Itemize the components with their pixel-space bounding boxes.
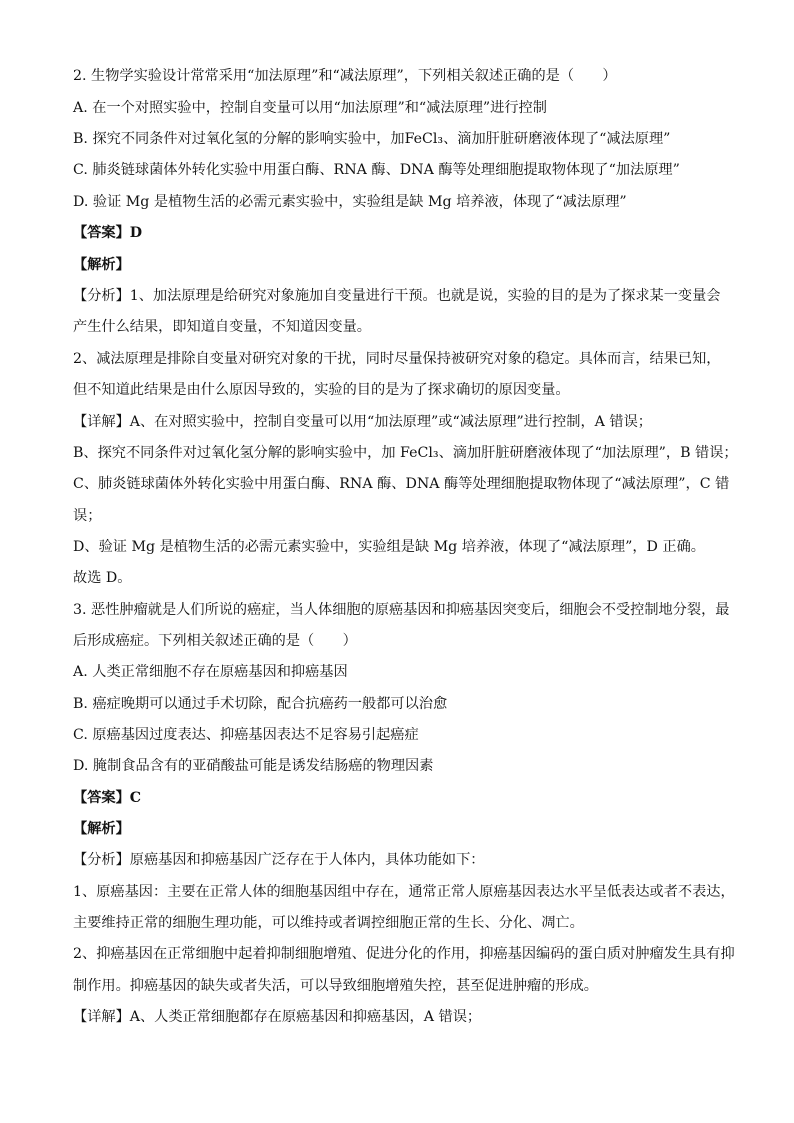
q2-detail-line: B、探究不同条件对过氧化氢分解的影响实验中，加 FeCl₃、滴加肝脏研磨液体现了“加法原理”，B 错误； [73,445,738,461]
q3-analysis-line: 1、原癌基因：主要在正常人体的细胞基因组中存在，通常正常人原癌基因表达水平呈低表达或者不表达， [73,884,735,900]
q3-option-c: C. 原癌基因过度表达、抑癌基因表达不足容易引起癌症 [73,727,419,743]
q2-detail-line: 故选 D。 [73,570,132,586]
q2-analysis-title: 【解析】 [73,257,130,273]
q3-analysis-title: 【解析】 [73,821,130,837]
q2-option-c: C. 肺炎链球菌体外转化实验中用蛋白酶、RNA 酶、DNA 酶等处理细胞提取物体现了“加法原理” [73,162,680,178]
q2-analysis-line: 产生什么结果，即知道自变量，不知道因变量。 [73,319,371,335]
q2-option-b: B. 探究不同条件对过氧化氢的分解的影响实验中，加FeCl₃、滴加肝脏研磨液体现了“减法原理” [73,131,671,147]
q2-answer: 【答案】D [73,225,143,241]
q2-stem: 2. 生物学实验设计常常采用“加法原理”和“减法原理”，下列相关叙述正确的是（ ） [73,68,617,84]
q2-detail-line: 误； [73,508,102,524]
q2-option-a: A. 在一个对照实验中，控制自变量可以用“加法原理”和“减法原理”进行控制 [73,100,547,116]
q2-detail-line: D、验证 Mg 是植物生活的必需元素实验中，实验组是缺 Mg 培养液，体现了“减法原理”，D 正确。 [73,539,705,555]
q3-stem-line: 后形成癌症。下列相关叙述正确的是（ ） [73,633,357,649]
q2-detail-line: 【详解】A、在对照实验中，控制自变量可以用“加法原理”或“减法原理”进行控制，A 错误； [73,414,652,430]
q3-option-b: B. 癌症晚期可以通过手术切除，配合抗癌药一般都可以治愈 [73,696,448,712]
q2-option-d: D. 验证 Mg 是植物生活的必需元素实验中，实验组是缺 Mg 培养液，体现了“减法原理” [73,194,627,210]
q3-analysis-line: 【分析】原癌基因和抑癌基因广泛存在于人体内，具体功能如下： [73,852,485,868]
q3-analysis-line: 主要维持正常的细胞生理功能，可以维持或者调控细胞正常的生长、分化、凋亡。 [73,915,584,931]
q3-stem-line: 3. 恶性肿瘤就是人们所说的癌症，当人体细胞的原癌基因和抑癌基因突变后，细胞会不受控制地分裂，最 [73,602,730,618]
q2-analysis-line: 2、减法原理是排除自变量对研究对象的干扰，同时尽量保持被研究对象的稳定。具体而言，结果已知， [73,351,721,367]
q2-analysis-line: 但不知道此结果是由什么原因导致的，实验的目的是为了探求确切的原因变量。 [73,382,570,398]
q3-option-a: A. 人类正常细胞不存在原癌基因和抑癌基因 [73,664,348,680]
q3-analysis-line: 2、抑癌基因在正常细胞中起着抑制细胞增殖、促进分化的作用，抑癌基因编码的蛋白质对肿瘤发生具有抑 [73,946,735,962]
q3-analysis-line: 制作用。抑癌基因的缺失或者失活，可以导致细胞增殖失控，甚至促进肿瘤的形成。 [73,978,598,994]
q3-detail-line: 【详解】A、人类正常细胞都存在原癌基因和抑癌基因，A 错误； [73,1009,482,1025]
q3-answer: 【答案】C [73,790,142,806]
q3-option-d: D. 腌制食品含有的亚硝酸盐可能是诱发结肠癌的物理因素 [73,758,434,774]
q2-detail-line: C、肺炎链球菌体外转化实验中用蛋白酶、RNA 酶、DNA 酶等处理细胞提取物体现了“减法原理”，C 错 [73,476,730,492]
q2-analysis-line: 【分析】1、加法原理是给研究对象施加自变量进行干预。也就是说，实验的目的是为了探求某一变量会 [73,288,721,304]
